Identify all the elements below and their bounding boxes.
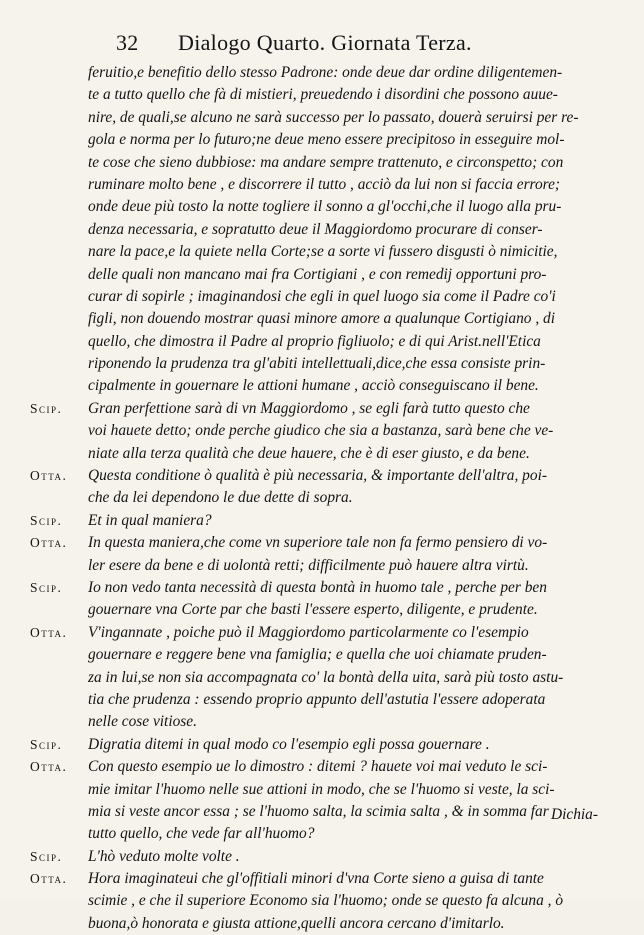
- line-text: In questa maniera,che come vn superiore tale non fa fermo pensiero di vo-: [88, 534, 548, 552]
- text-line: [30, 689, 620, 711]
- line-text: Questa conditione ò qualità è più necessaria, & importante dell'altra, poi-: [88, 467, 547, 485]
- text-line: [30, 622, 620, 644]
- speaker-label: Otta.: [30, 871, 68, 887]
- line-text: riponendo la prudenza tra gl'abiti intellettuali,dice,che essa consiste prin-: [88, 355, 546, 373]
- line-text: denza necessaria, e sopratutto deue il Maggiordomo procurare di conser-: [88, 220, 543, 238]
- text-line: [30, 510, 620, 532]
- line-text: cipalmente in gouernare le attioni humane , acciò conseguiscano il bene.: [88, 377, 539, 395]
- text-line: [30, 823, 620, 845]
- line-text: tia che prudenza : essendo proprio appunto dell'astutia l'essere adoperata: [88, 690, 546, 708]
- text-line: [30, 107, 620, 129]
- text-line: [30, 375, 620, 397]
- text-line: [30, 890, 620, 912]
- line-text: Hora imaginateui che gl'offitiali minori d'vna Corte sieno a guisa di tante: [88, 870, 544, 888]
- text-line: [30, 756, 620, 778]
- line-text: za in lui,se non sia accompagnata co' la bontà della uita, sarà più tosto astu-: [88, 668, 564, 686]
- text-line: [30, 487, 620, 509]
- line-text: Con questo esempio ue lo dimostro : ditemi ? hauete voi mai veduto le sci-: [88, 758, 548, 776]
- line-text: gouernare vna Corte par che basti l'essere esperto, diligente, e prudente.: [88, 601, 538, 619]
- text-line: [30, 532, 620, 554]
- text-line: [30, 868, 620, 890]
- text-line: [30, 711, 620, 733]
- text-line: [30, 219, 620, 241]
- line-text: voi hauete detto; onde perche giudico che sia a bastanza, sarà bene che ve-: [88, 422, 554, 440]
- line-text: ler esere da bene e di uolontà retti; difficilmente può hauere altra virtù.: [88, 556, 529, 574]
- line-text: curar di sopirle ; imaginandosi che egli in quel luogo sia come il Padre co'i: [88, 287, 556, 305]
- text-line: [30, 443, 620, 465]
- text-line: [30, 577, 620, 599]
- speaker-label: Otta.: [30, 759, 68, 775]
- line-text: gouernare e reggere bene vna famiglia; e quella che uoi chiamate pruden-: [88, 646, 547, 664]
- text-line: [30, 241, 620, 263]
- speaker-label: Otta.: [30, 535, 68, 551]
- text-line: [30, 331, 620, 353]
- line-text: V'ingannate , poiche può il Maggiordomo particolarmente co l'esempio: [88, 623, 529, 641]
- line-text: Gran perfettione sarà di vn Maggiordomo , se egli farà tutto questo che: [88, 399, 530, 417]
- catchword: Dichia-: [550, 806, 598, 823]
- text-line: [30, 667, 620, 689]
- line-text: L'hò veduto molte volte .: [88, 847, 240, 865]
- text-line: [30, 286, 620, 308]
- line-text: te cose che sieno dubbiose: ma andare sempre trattenuto, e circonspetto; con: [88, 153, 564, 171]
- line-text: nire, de quali,se alcuno ne sarà successo per lo passato, douerà seruirsi per re-: [88, 108, 579, 126]
- text-line: [30, 353, 620, 375]
- text-line: [30, 801, 620, 823]
- speaker-label: Scip.: [30, 400, 63, 416]
- line-text: delle quali non mancano mai fra Cortigiani , e con remedij opportuni pro-: [88, 265, 547, 283]
- line-text: mia si veste ancor essa ; se l'huomo salta, la scimia salta , & in somma far: [88, 802, 549, 820]
- speaker-label: Scip.: [30, 848, 63, 864]
- text-line: [30, 734, 620, 756]
- line-text: che da lei dependono le due dette di sopra.: [88, 489, 353, 507]
- line-text: scimie , e che il superiore Economo sia l'huomo; onde se questo fa alcuna , ò: [88, 892, 564, 910]
- text-line: [30, 308, 620, 330]
- text-line: [30, 599, 620, 621]
- speaker-label: Otta.: [30, 468, 68, 484]
- text-line: [30, 846, 620, 868]
- text-line: [30, 644, 620, 666]
- line-text: ruminare molto bene , e discorrere il tutto , acciò da lui non si faccia errore;: [88, 175, 561, 193]
- text-line: [30, 779, 620, 801]
- line-text: buona,ò honorata e giusta attione,quelli ancora cercano d'imitarlo.: [88, 914, 505, 932]
- running-title: Dialogo Quarto. Giornata Terza.: [178, 30, 472, 55]
- text-line: [30, 555, 620, 577]
- speaker-label: Otta.: [30, 624, 68, 640]
- text-line: [30, 196, 620, 218]
- text-line: [30, 465, 620, 487]
- line-text: tutto quello, che vede far all'huomo?: [88, 825, 315, 843]
- line-text: nelle cose vitiose.: [88, 713, 197, 731]
- line-text: Io non vedo tanta necessità di questa bontà in huomo tale , perche per ben: [88, 578, 547, 596]
- line-text: niate alla terza qualità che deue hauere, che è di eser giusto, e da bene.: [88, 444, 530, 462]
- text-line: [30, 129, 620, 151]
- line-text: onde deue più tosto la notte togliere il sonno a gl'occhi,che il luogo alla pru-: [88, 198, 562, 216]
- line-text: figli, non douendo mostrar quasi minore amore a qualunque Cortigiano , di: [88, 310, 555, 328]
- line-text: mie imitar l'huomo nelle sue attioni in modo, che se l'huomo si veste, la sci-: [88, 780, 555, 798]
- line-text: gola e norma per lo futuro;ne deue meno essere precipitoso in esseguire mol-: [88, 131, 565, 149]
- text-line: [30, 174, 620, 196]
- line-text: nare la pace,e la quiete nella Corte;se a sorte vi fussero disgusti ò nimicitie,: [88, 243, 558, 261]
- text-line: [30, 420, 620, 442]
- line-text: quello, che dimostra il Padre al proprio figliuolo; e di qui Arist.nell'Etica: [88, 332, 541, 350]
- line-text: Et in qual maniera?: [88, 511, 212, 529]
- page-number: 32: [116, 30, 139, 55]
- dialogue-body: [30, 62, 620, 935]
- text-line: [30, 913, 620, 935]
- text-line: [30, 398, 620, 420]
- speaker-label: Scip.: [30, 512, 63, 528]
- speaker-label: Scip.: [30, 736, 63, 752]
- text-line: [30, 62, 620, 84]
- text-line: [30, 264, 620, 286]
- text-line: [30, 152, 620, 174]
- line-text: te a tutto quello che fà di mistieri, preuedendo i disordini che possono auue-: [88, 86, 558, 104]
- speaker-label: Scip.: [30, 579, 63, 595]
- line-text: feruitio,e benefitio dello stesso Padrone: onde deue dar ordine diligentemen-: [88, 64, 563, 81]
- line-text: Digratia ditemi in qual modo co l'esempio egli possa gouernare .: [88, 735, 490, 753]
- text-line: [30, 84, 620, 106]
